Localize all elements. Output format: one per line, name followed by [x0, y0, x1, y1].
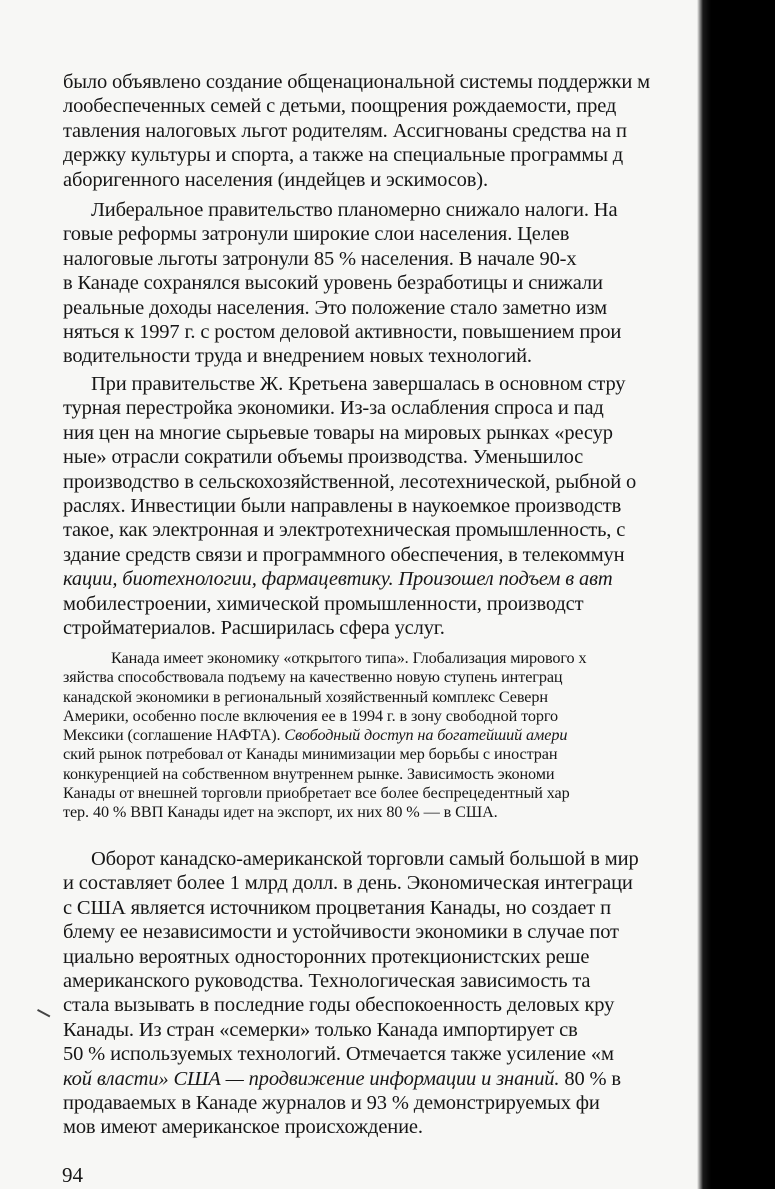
text-line: говые реформы затронули широкие слои населения. Целев — [63, 223, 570, 246]
text-line: блему ее независимости и устойчивости экономики в случае пот — [63, 921, 619, 944]
text-span: кации, биотехнологии, фармацевтику. — [63, 568, 394, 591]
text-line: няться к 1997 г. с ростом деловой активности, повышением прои — [63, 320, 622, 343]
text-line — [63, 1067, 775, 1091]
text-line: стала вызывать в последние годы обеспокоенность деловых кру — [63, 994, 615, 1017]
text-span: 80 % в — [564, 1067, 621, 1090]
text-line: зяйства способствовала подъему на качественно новую ступень интеграц — [63, 668, 563, 687]
small-print-paragraph — [63, 649, 775, 823]
text-line: реальные доходы населения. Это положение стало заметно изм — [63, 296, 608, 319]
scan-artifact — [36, 1009, 51, 1020]
text-line: тер. 40 % ВВП Канады идет на экспорт, их них 80 % — в США. — [63, 803, 498, 822]
text-line: здание средств связи и программного обеспечения, в телекоммун — [63, 543, 625, 566]
text-span: Свободный доступ на богатейший амери — [284, 726, 568, 745]
text-line: стройматериалов. Расширилась сфера услуг. — [63, 616, 445, 639]
text-line: Канада имеет экономику «открытого типа». Глобализация мирового х — [111, 649, 587, 667]
text-line: с США является источником процветания Канады, но создает п — [63, 896, 611, 919]
text-line: турная перестройка экономики. Из-за ослабления спроса и пад — [63, 397, 604, 420]
text-line: ский рынок потребовал от Канады минимизации мер борьбы с иностран — [63, 745, 558, 764]
text-line: и составляет более 1 млрд долл. в день. Экономическая интеграци — [63, 872, 633, 895]
text-line: Оборот канадско-американской торговли самый большой в мир — [91, 848, 639, 870]
text-line: Канады. Из стран «семерки» только Канада импортирует св — [63, 1018, 578, 1041]
text-line: мов имеют американское происхождение. — [63, 1116, 423, 1139]
paragraph-1 — [63, 70, 775, 192]
text-line: Канады от внешней торговли приобретает все более беспрецедентный хар — [63, 784, 570, 803]
text-line: аборигенного населения (индейцев и эскимосов). — [63, 168, 488, 191]
text-span: Произошел подъем в авт — [398, 568, 613, 591]
text-line: было объявлено создание общенациональной системы поддержки м — [63, 71, 650, 93]
text-line: ные» отрасли сократили объемы производства. Уменьшилос — [63, 446, 584, 469]
paragraph-2 — [63, 198, 775, 369]
text-span: кой власти» США — продвижение информации и знаний. — [63, 1067, 560, 1090]
text-line: лообеспеченных семей с детьми, поощрения рождаемости, пред — [63, 95, 617, 118]
page-number: 94 — [62, 1163, 83, 1187]
text-line: продаваемых в Канаде журналов и 93 % демонстрируемых фи — [63, 1091, 600, 1114]
text-line: держку культуры и спорта, а также на специальные программы д — [63, 144, 624, 167]
text-line — [63, 567, 775, 591]
text-line: производство в сельскохозяйственной, лесотехнической, рыбной о — [63, 470, 637, 493]
paragraph-4 — [63, 847, 775, 1140]
text-line: раслях. Инвестиции были направлены в наукоемкое производств — [63, 494, 622, 517]
text-line: ния цен на многие сырьевые товары на мировых рынках «ресур — [63, 421, 613, 444]
text-line: водительности труда и внедрением новых технологий. — [63, 345, 532, 368]
text-line: конкуренцией на собственном внутреннем рынке. Зависимость экономи — [63, 764, 555, 783]
text-line: канадской экономики в региональный хозяйственный комплекс Северн — [63, 687, 548, 706]
text-line: Америки, особенно после включения ее в 1994 г. в зону свободной торго — [63, 706, 558, 725]
text-line: При правительстве Ж. Кретьена завершалась в основном стру — [91, 373, 626, 395]
text-line: американского руководства. Технологическая зависимость та — [63, 969, 591, 992]
text-line: мобилестроении, химической промышленности, производст — [63, 592, 584, 615]
paragraph-3 — [63, 372, 775, 640]
text-line: 50 % используемых технологий. Отмечается также усиление «м — [63, 1043, 614, 1066]
text-line: циально вероятных односторонних протекционистских реше — [63, 945, 590, 968]
text-line: такое, как электронная и электротехническая промышленность, с — [63, 519, 626, 542]
scan-edge-shadow — [697, 0, 775, 1189]
text-span: Мексики (соглашение НАФТА). — [63, 726, 281, 745]
text-line — [63, 726, 775, 745]
text-line: в Канаде сохранялся высокий уровень безработицы и снижали — [63, 272, 603, 295]
text-line: тавления налоговых льгот родителям. Ассигнованы средства на п — [63, 119, 627, 142]
text-line: налоговые льготы затронули 85 % населения. В начале 90-х — [63, 247, 577, 270]
text-line: Либеральное правительство планомерно снижало налоги. На — [91, 199, 618, 221]
